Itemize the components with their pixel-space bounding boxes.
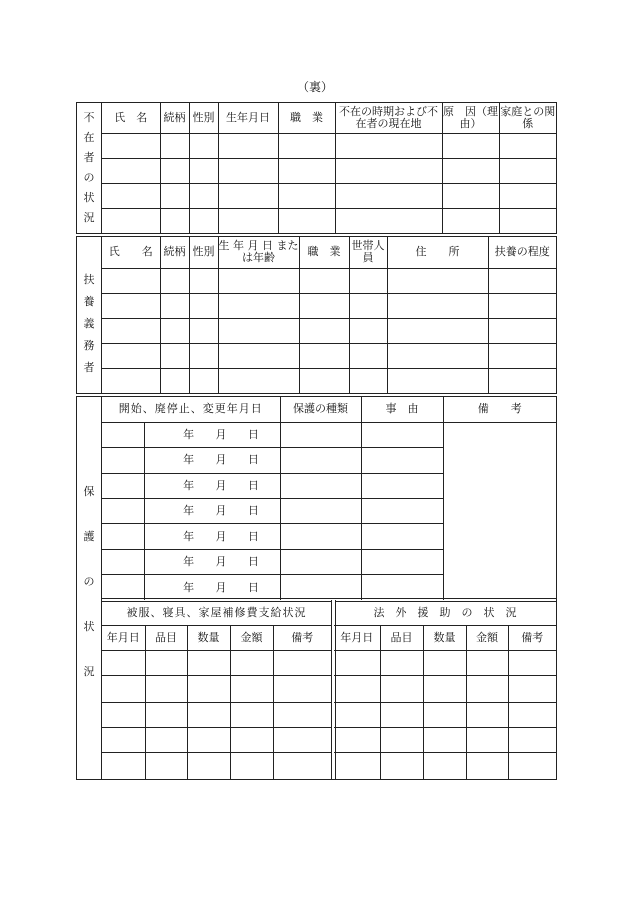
protection-cell[interactable] — [102, 499, 144, 524]
clothing-cell[interactable] — [187, 651, 230, 676]
date-unit-year: 年 — [183, 428, 195, 442]
legal-cell[interactable] — [466, 727, 508, 752]
date-unit-day: 日 — [247, 453, 259, 467]
clothing-cell[interactable] — [102, 727, 145, 752]
absent-cell[interactable] — [189, 208, 218, 233]
protection-cell[interactable] — [280, 473, 361, 498]
supporters-cell[interactable] — [488, 368, 556, 393]
legal-table — [334, 601, 556, 779]
protection-cell[interactable] — [280, 422, 361, 447]
date-unit-year: 年 — [183, 504, 195, 518]
date-unit-month: 月 — [215, 504, 227, 518]
legal-cell[interactable] — [508, 676, 556, 702]
supporters-cell[interactable] — [189, 318, 218, 343]
table-row — [102, 676, 331, 702]
clothing-cell[interactable] — [187, 676, 230, 702]
absent-cell[interactable] — [335, 208, 442, 233]
clothing-cell[interactable] — [230, 676, 273, 702]
protection-side-char: 況 — [83, 665, 95, 678]
protection-cell[interactable] — [280, 499, 361, 524]
table-row — [102, 702, 331, 727]
date-unit-day: 日 — [247, 428, 259, 442]
supporters-side-char: 務 — [83, 339, 95, 352]
absent-cell[interactable] — [499, 158, 556, 183]
protection-table — [102, 397, 556, 600]
supporters-table — [102, 237, 556, 393]
supporters-cell[interactable] — [299, 268, 349, 293]
supporters-cell[interactable] — [299, 368, 349, 393]
absent-cell[interactable] — [160, 183, 189, 208]
absent-side-char: の — [83, 171, 95, 184]
table-row — [334, 676, 556, 702]
absent-cell[interactable] — [442, 183, 499, 208]
protection-cell[interactable] — [280, 575, 361, 600]
supporters-cell[interactable] — [387, 368, 488, 393]
absent-cell[interactable] — [499, 133, 556, 158]
supporters-cell[interactable] — [349, 318, 387, 343]
absent-cell[interactable] — [499, 208, 556, 233]
supporters-cell[interactable] — [218, 268, 299, 293]
protection-cell[interactable] — [102, 549, 144, 574]
supporters-cell[interactable] — [160, 268, 189, 293]
legal-col-item: 品目 — [380, 625, 423, 650]
absent-header-reason: 原 因（理由） — [442, 103, 499, 133]
supporters-header-support: 扶養の程度 — [488, 237, 556, 268]
date-unit-month: 月 — [215, 580, 227, 594]
absent-cell[interactable] — [218, 208, 278, 233]
legal-col-remarks: 備考 — [508, 625, 556, 650]
date-unit-day: 日 — [247, 504, 259, 518]
legal-cell[interactable] — [423, 727, 466, 752]
supporters-header-address: 住 所 — [387, 237, 488, 268]
date-unit-day: 日 — [247, 580, 259, 594]
date-unit-month: 月 — [215, 529, 227, 543]
supporters-side-label — [77, 237, 102, 393]
protection-remarks-cell[interactable] — [443, 422, 556, 600]
supporters-section — [76, 236, 557, 394]
protection-cell[interactable] — [102, 422, 144, 447]
legal-col-date: 年月日 — [334, 625, 380, 650]
clothing-cell[interactable] — [187, 753, 230, 779]
date-unit-day: 日 — [247, 554, 259, 568]
table-row — [102, 651, 331, 676]
absent-cell[interactable] — [442, 158, 499, 183]
protection-cell[interactable] — [361, 549, 443, 574]
supporters-cell[interactable] — [189, 343, 218, 368]
absent-table — [102, 103, 556, 233]
absent-header-birth: 生年月日 — [218, 103, 278, 133]
legal-cell[interactable] — [423, 702, 466, 727]
supporters-cell[interactable] — [189, 293, 218, 318]
absent-cell[interactable] — [499, 183, 556, 208]
supporters-cell[interactable] — [299, 343, 349, 368]
absent-side-label — [77, 103, 102, 233]
absent-cell[interactable] — [218, 158, 278, 183]
absent-cell[interactable] — [335, 158, 442, 183]
absent-cell[interactable] — [102, 158, 160, 183]
protection-cell[interactable] — [361, 524, 443, 549]
supporters-cell[interactable] — [160, 318, 189, 343]
legal-cell[interactable] — [380, 727, 423, 752]
protection-cell[interactable] — [280, 549, 361, 574]
page-title: （裏） — [296, 80, 333, 94]
absent-cell[interactable] — [278, 183, 335, 208]
legal-cell[interactable] — [380, 676, 423, 702]
date-unit-year: 年 — [183, 554, 195, 568]
absent-cell[interactable] — [335, 183, 442, 208]
date-unit-year: 年 — [183, 580, 195, 594]
absent-cell[interactable] — [442, 133, 499, 158]
legal-cell[interactable] — [423, 651, 466, 676]
table-row — [102, 293, 556, 318]
supporters-header-relation: 続柄 — [160, 237, 189, 268]
protection-cell[interactable] — [361, 575, 443, 600]
absent-side-char: 不 — [83, 111, 95, 124]
supporters-cell[interactable] — [349, 268, 387, 293]
absent-cell[interactable] — [102, 208, 160, 233]
legal-cell[interactable] — [334, 727, 380, 752]
table-row — [102, 318, 556, 343]
protection-cell[interactable] — [102, 575, 144, 600]
legal-cell[interactable] — [423, 676, 466, 702]
date-unit-month: 月 — [215, 478, 227, 492]
supporters-cell[interactable] — [299, 318, 349, 343]
table-row — [102, 268, 556, 293]
absent-cell[interactable] — [442, 208, 499, 233]
protection-section — [76, 396, 557, 780]
supporters-cell[interactable] — [160, 293, 189, 318]
absent-header-name: 氏 名 — [102, 103, 160, 133]
table-row — [102, 753, 331, 779]
absent-side-char: 状 — [83, 191, 95, 204]
protection-header-type: 保護の種類 — [280, 397, 361, 422]
clothing-cell[interactable] — [273, 727, 331, 752]
legal-cell[interactable] — [380, 702, 423, 727]
supporters-cell[interactable] — [102, 268, 160, 293]
clothing-cell[interactable] — [187, 727, 230, 752]
protection-cell[interactable] — [280, 524, 361, 549]
absent-header-job: 職 業 — [278, 103, 335, 133]
absent-cell[interactable] — [278, 133, 335, 158]
supporters-header-name: 氏 名 — [102, 237, 160, 268]
protection-cell[interactable] — [102, 448, 144, 473]
table-row — [102, 208, 556, 233]
supporters-cell[interactable] — [387, 268, 488, 293]
table-row — [102, 133, 556, 158]
supporters-cell[interactable] — [218, 343, 299, 368]
absent-cell[interactable] — [189, 183, 218, 208]
protection-date-cell[interactable] — [144, 422, 280, 447]
supporters-cell[interactable] — [189, 268, 218, 293]
legal-cell[interactable] — [423, 753, 466, 779]
absent-cell[interactable] — [160, 208, 189, 233]
clothing-col-date: 年月日 — [102, 625, 145, 650]
supporters-cell[interactable] — [488, 318, 556, 343]
legal-cell[interactable] — [334, 651, 380, 676]
table-row — [102, 368, 556, 393]
legal-cell[interactable] — [380, 753, 423, 779]
date-unit-day: 日 — [247, 529, 259, 543]
protection-cell[interactable] — [280, 448, 361, 473]
protection-cell[interactable] — [361, 422, 443, 447]
legal-col-qty: 数量 — [423, 625, 466, 650]
table-row — [334, 702, 556, 727]
table-row — [102, 343, 556, 368]
clothing-cell[interactable] — [145, 753, 187, 779]
protection-date-cell[interactable] — [144, 575, 280, 600]
date-unit-month: 月 — [215, 428, 227, 442]
clothing-cell[interactable] — [230, 753, 273, 779]
clothing-col-amount: 金額 — [230, 625, 273, 650]
absent-cell[interactable] — [102, 133, 160, 158]
supporters-cell[interactable] — [102, 318, 160, 343]
supporters-header-birth: 生 年 月 日 または年齢 — [218, 237, 299, 268]
protection-side-char: 状 — [83, 620, 95, 633]
table-row — [102, 183, 556, 208]
legal-cell[interactable] — [508, 651, 556, 676]
absent-header-relation: 続柄 — [160, 103, 189, 133]
absent-cell[interactable] — [335, 133, 442, 158]
clothing-cell[interactable] — [102, 651, 145, 676]
date-unit-year: 年 — [183, 478, 195, 492]
legal-cell[interactable] — [466, 676, 508, 702]
date-unit-year: 年 — [183, 529, 195, 543]
protection-cell[interactable] — [102, 524, 144, 549]
supporters-side-char: 養 — [83, 295, 95, 308]
absent-cell[interactable] — [160, 158, 189, 183]
absent-side-char: 者 — [83, 151, 95, 164]
supporters-cell[interactable] — [102, 293, 160, 318]
absent-cell[interactable] — [160, 133, 189, 158]
absent-cell[interactable] — [278, 208, 335, 233]
clothing-cell[interactable] — [145, 727, 187, 752]
supporters-cell[interactable] — [218, 368, 299, 393]
absent-cell[interactable] — [189, 158, 218, 183]
clothing-cell[interactable] — [145, 676, 187, 702]
clothing-col-item: 品目 — [145, 625, 187, 650]
protection-header-remarks: 備 考 — [443, 397, 556, 422]
clothing-cell[interactable] — [273, 702, 331, 727]
table-row — [102, 727, 331, 752]
absent-side-char: 在 — [83, 131, 95, 144]
protection-cell[interactable] — [102, 473, 144, 498]
clothing-cell[interactable] — [102, 702, 145, 727]
table-row — [334, 651, 556, 676]
clothing-table — [102, 601, 331, 779]
legal-cell[interactable] — [508, 702, 556, 727]
supporters-cell[interactable] — [160, 343, 189, 368]
protection-cell[interactable] — [361, 473, 443, 498]
clothing-col-remarks: 備考 — [273, 625, 331, 650]
date-unit-month: 月 — [215, 453, 227, 467]
supporters-cell[interactable] — [218, 293, 299, 318]
supporters-cell[interactable] — [349, 368, 387, 393]
date-unit-month: 月 — [215, 554, 227, 568]
protection-side-char: の — [83, 575, 95, 588]
protection-cell[interactable] — [361, 448, 443, 473]
supporters-cell[interactable] — [387, 318, 488, 343]
protection-cell[interactable] — [361, 499, 443, 524]
protection-side-label — [77, 397, 102, 779]
supporters-cell[interactable] — [189, 368, 218, 393]
protection-date-cell[interactable] — [144, 448, 280, 473]
absent-cell[interactable] — [189, 133, 218, 158]
clothing-cell[interactable] — [102, 676, 145, 702]
clothing-cell[interactable] — [230, 702, 273, 727]
absent-side-char: 況 — [83, 211, 95, 224]
clothing-cell[interactable] — [187, 702, 230, 727]
legal-col-amount: 金額 — [466, 625, 508, 650]
supporters-cell[interactable] — [299, 293, 349, 318]
supporters-cell[interactable] — [349, 293, 387, 318]
clothing-cell[interactable] — [273, 753, 331, 779]
supporters-cell[interactable] — [488, 293, 556, 318]
legal-cell[interactable] — [334, 753, 380, 779]
legal-title: 法 外 援 助 の 状 況 — [334, 601, 556, 625]
table-row — [102, 158, 556, 183]
supporters-cell[interactable] — [488, 268, 556, 293]
legal-cell[interactable] — [466, 753, 508, 779]
clothing-cell[interactable] — [230, 651, 273, 676]
table-row — [334, 753, 556, 779]
date-unit-day: 日 — [247, 478, 259, 492]
protection-date-cell[interactable] — [144, 473, 280, 498]
supporters-side-char: 者 — [83, 361, 95, 374]
protection-header-dates: 開始、廃停止、変更年月日 — [102, 397, 280, 422]
clothing-cell[interactable] — [145, 651, 187, 676]
clothing-cell[interactable] — [102, 753, 145, 779]
absent-header-sex: 性別 — [189, 103, 218, 133]
table-row — [102, 422, 556, 447]
table-row — [334, 727, 556, 752]
supporters-side-char: 義 — [83, 317, 95, 330]
absent-header-absence: 不在の時期および不在者の現在地 — [335, 103, 442, 133]
protection-date-cell[interactable] — [144, 499, 280, 524]
legal-cell[interactable] — [508, 727, 556, 752]
supporters-cell[interactable] — [218, 318, 299, 343]
supporters-cell[interactable] — [387, 343, 488, 368]
supporters-cell[interactable] — [102, 368, 160, 393]
clothing-cell[interactable] — [273, 651, 331, 676]
absent-cell[interactable] — [218, 133, 278, 158]
protection-date-cell[interactable] — [144, 524, 280, 549]
legal-cell[interactable] — [380, 651, 423, 676]
protection-side-char: 保 — [83, 485, 95, 498]
absent-header-family: 家庭との関係 — [499, 103, 556, 133]
absent-cell[interactable] — [278, 158, 335, 183]
supporters-cell[interactable] — [102, 343, 160, 368]
supporters-header-sex: 性別 — [189, 237, 218, 268]
supporters-cell[interactable] — [488, 343, 556, 368]
legal-cell[interactable] — [334, 676, 380, 702]
absent-section — [76, 102, 557, 234]
clothing-cell[interactable] — [273, 676, 331, 702]
legal-cell[interactable] — [466, 651, 508, 676]
supporters-side-char: 扶 — [83, 273, 95, 286]
supporters-cell[interactable] — [387, 293, 488, 318]
clothing-cell[interactable] — [145, 702, 187, 727]
protection-side-char: 護 — [83, 530, 95, 543]
supporters-header-job: 職 業 — [299, 237, 349, 268]
protection-header-reason: 事 由 — [361, 397, 443, 422]
absent-cell[interactable] — [218, 183, 278, 208]
legal-cell[interactable] — [334, 702, 380, 727]
clothing-col-qty: 数量 — [187, 625, 230, 650]
legal-cell[interactable] — [508, 753, 556, 779]
clothing-title: 被服、寝具、家屋補修費支給状況 — [102, 601, 331, 625]
absent-cell[interactable] — [102, 183, 160, 208]
supporters-cell[interactable] — [349, 343, 387, 368]
clothing-cell[interactable] — [230, 727, 273, 752]
legal-cell[interactable] — [466, 702, 508, 727]
protection-date-cell[interactable] — [144, 549, 280, 574]
supporters-header-household: 世帯人員 — [349, 237, 387, 268]
supporters-cell[interactable] — [160, 368, 189, 393]
date-unit-year: 年 — [183, 453, 195, 467]
